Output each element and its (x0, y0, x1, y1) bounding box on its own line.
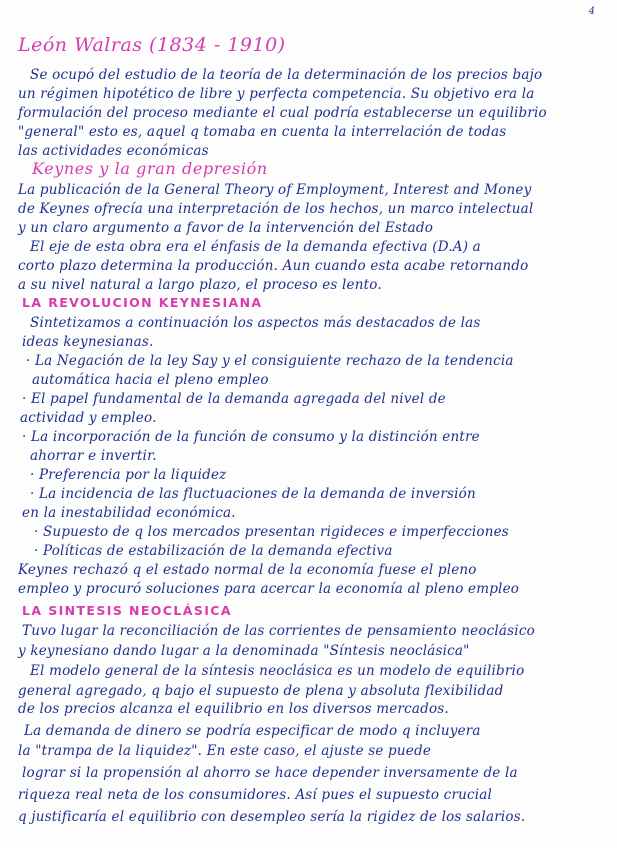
text-line: La publicación de la General Theory of Employment, Interest and Money (18, 182, 532, 198)
text-line: Keynes rechazó q el estado normal de la economía fuese el pleno (18, 562, 477, 578)
text-line: las actividades económicas (18, 143, 209, 159)
text-line: de Keynes ofrecía una interpretación de los hechos, un marco intelectual (18, 201, 534, 217)
text-line: Se ocupó del estudio de la teoría de la determinación de los precios bajo (30, 67, 543, 83)
text-line: y un claro argumento a favor de la intervención del Estado (18, 220, 434, 236)
text-line: Tuvo lugar la reconciliación de las corrientes de pensamiento neoclásico (22, 623, 535, 639)
section-heading-keynes: Keynes y la gran depresión (32, 159, 268, 178)
text-line: automática hacia el pleno empleo (32, 372, 269, 388)
text-line: empleo y procuró soluciones para acercar la economía al pleno empleo (18, 581, 520, 597)
text-line: actividad y empleo. (20, 410, 157, 426)
section-heading-walras: León Walras (1834 - 1910) (18, 34, 286, 56)
text-line: de los precios alcanza el equilibrio en los diversos mercados. (18, 701, 449, 717)
text-line: corto plazo determina la producción. Aun cuando esta acabe retornando (18, 258, 529, 274)
text-line: ideas keynesianas. (22, 334, 154, 350)
text-line: formulación del proceso mediante el cual podría establecerse un equilibrio (18, 105, 547, 121)
page-number: 4 (588, 6, 595, 17)
text-line: en la inestabilidad económica. (22, 505, 236, 521)
text-line: y keynesiano dando lugar a la denominada "Síntesis neoclásica" (18, 643, 470, 659)
text-line: la "trampa de la liquidez". En este caso, el ajuste se puede (18, 743, 432, 759)
text-line: · La Negación de la ley Say y el consiguiente rechazo de la tendencia (26, 353, 514, 369)
text-line: "general" esto es, aquel q tomaba en cuenta la interrelación de todas (18, 124, 507, 140)
text-line: ahorrar e invertir. (30, 448, 157, 464)
text-line: · Supuesto de q los mercados presentan rigideces e imperfecciones (34, 524, 509, 540)
text-line: q justificaría el equilibrio con desempleo sería la rigidez de los salarios. (18, 809, 526, 825)
text-line: lograr si la propensión al ahorro se hace depender inversamente de la (22, 765, 518, 781)
text-line: · El papel fundamental de la demanda agregada del nivel de (22, 391, 446, 407)
section-heading-revolucion: LA REVOLUCION KEYNESIANA (22, 295, 263, 310)
text-line: Sintetizamos a continuación los aspectos más destacados de las (30, 315, 481, 331)
text-line: · La incorporación de la función de consumo y la distinción entre (22, 429, 480, 445)
text-line: El eje de esta obra era el énfasis de la demanda efectiva (D.A) a (30, 239, 481, 255)
text-line: El modelo general de la síntesis neoclásica es un modelo de equilibrio (30, 663, 525, 679)
text-line: · Políticas de estabilización de la demanda efectiva (34, 543, 393, 559)
text-line: general agregado, q bajo el supuesto de plena y absoluta flexibilidad (18, 683, 504, 699)
text-line: · La incidencia de las fluctuaciones de la demanda de inversión (30, 486, 476, 502)
text-line: · Preferencia por la liquidez (30, 467, 227, 483)
text-line: La demanda de dinero se podría especificar de modo q incluyera (24, 723, 481, 739)
text-line: a su nivel natural a largo plazo, el proceso es lento. (18, 277, 382, 293)
text-line: riqueza real neta de los consumidores. Así pues el supuesto crucial (18, 787, 493, 803)
section-heading-sintesis: LA SINTESIS NEOCLÁSICA (22, 603, 232, 618)
text-line: un régimen hipotético de libre y perfecta competencia. Su objetivo era la (18, 86, 535, 102)
